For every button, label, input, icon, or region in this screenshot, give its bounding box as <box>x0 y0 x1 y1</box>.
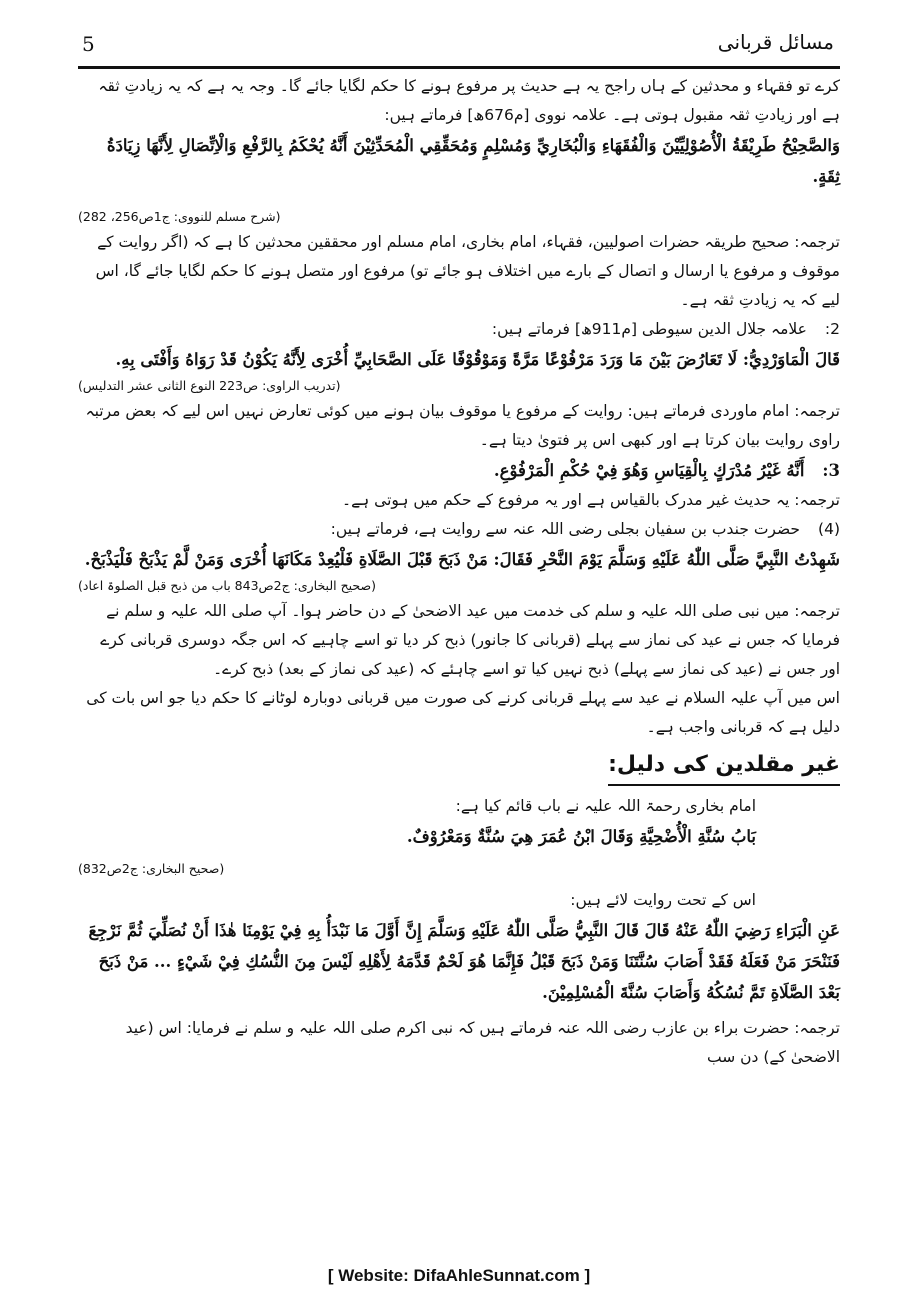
translation: ترجمہ: میں نبی صلی اللہ علیہ و سلم کی خدمت میں عید الاضحیٰ کے دن حاضر ہوا۔ آپ صلی اللہ علیہ و سلم نے فرمایا کہ جس نے عید کی نماز سے پہلے (قربانی کا جانور) ذبح کر دیا تو اسے چاہیے کہ اس جگہ دوسری قربانی کرے اور جس نے (عید کی نماز سے پہلے) ذبح نہیں کیا تو اسے چاہئے کہ (عید کی نماز کے بعد) ذبح کرے۔ <box>100 602 840 678</box>
header-divider <box>78 66 840 69</box>
translation: ترجمہ: حضرت براء بن عازب رضی اللہ عنہ فرماتے ہیں کہ نبی اکرم صلی اللہ علیہ و سلم نے فرمایا: اس (عید الاضحیٰ کے) دن سب <box>125 1019 840 1066</box>
point-number: 2: <box>824 320 840 338</box>
point-2-intro <box>78 315 840 344</box>
point-3 <box>78 455 840 486</box>
paragraph: اس کے تحت روایت لائے ہیں: <box>570 891 756 909</box>
translation: ترجمہ: صحیح طریقہ حضرات اصولیین، فقہاء، امام بخاری، امام مسلم اور محققین محدثین کا ہے کہ (اگر روایت کے موقوف و مرفوع یا ارسال و اتصال کے بارے میں اختلاف ہو جائے تو) مرفوع اور متصل ہونے کا حکم لگایا جائے گا، اس لیے کہ یہ زیادتِ ثقہ ہے۔ <box>95 233 840 309</box>
arabic-quote: عَنِ الْبَرَاءِ رَضِيَ اللّٰهُ عَنْهُ قَالَ قَالَ النَّبِيُّ صَلَّى اللّٰهُ عَلَيْهِ وَسَلَّمَ إِنَّ أَوَّلَ مَا نَبْدَأُ بِهِ فِيْ يَوْمِنَا هٰذَا أَنْ نُصَلِّيَ ثُمَّ نَرْجِعَ فَنَنْحَرَ مَنْ فَعَلَهُ فَقَدْ أَصَابَ سُنَّتَنَا وَمَنْ ذَبَحَ قَبْلُ فَإِنَّمَا هُوَ لَحْمٌ قَدَّمَهُ لِأَهْلِهِ لَيْسَ مِنَ النُّسُكِ فِيْ شَيْءٍ ... مَنْ ذَبَحَ بَعْدَ الصَّلَاةِ تَمَّ نُسُكُهُ وَأَصَابَ سُنَّةَ الْمُسْلِمِيْنَ. <box>88 921 840 1002</box>
reference: (صحیح البخاری: ج2ص832) <box>78 861 225 876</box>
arabic-quote: بَابُ سُنَّةِ الْأُضْحِيَّةِ وَقَالَ ابْنُ عُمَرَ هِيَ سُنَّةٌ وَمَعْرُوْفٌ. <box>406 827 756 846</box>
section-heading: غیر مقلدین کی دلیل: <box>608 748 840 786</box>
point-number: (4) <box>818 520 840 538</box>
arabic-quote: شَهِدْتُ النَّبِيَّ صَلَّى اللّٰهُ عَلَيْهِ وَسَلَّمَ يَوْمَ النَّحْرِ فَقَالَ: مَنْ ذَبَحَ قَبْلَ الصَّلَاةِ فَلْيُعِدْ مَكَانَهَا أُخْرَى وَمَنْ لَّمْ يَذْبَحْ فَلْيَذْبَحْ. <box>84 550 840 569</box>
page-body <box>78 72 840 1072</box>
point-number: 3: <box>822 461 840 480</box>
point-intro-text: حضرت جندب بن سفیان بجلی رضی اللہ عنہ سے روایت ہے، فرماتے ہیں: <box>330 520 800 538</box>
paragraph: امام بخاری رحمۃ اللہ علیہ نے باب قائم کیا ہے: <box>455 797 756 815</box>
arabic-quote: وَالصَّحِيْحُ طَرِيْقَةُ الْأُصُوْلِيِّيْنَ وَالْفُقَهَاءِ وَالْبُخَارِيِّ وَمُسْلِمٍ وَمُحَقِّقِي الْمُحَدِّثِيْنَ أَنَّهُ يُحْكَمُ بِالرَّفْعِ وَالْاِتِّصَالِ لِأَنَّهَا زِيَادَةُ ثِقَةٍ. <box>106 136 840 186</box>
page-header <box>78 24 838 68</box>
arabic-quote: قَالَ الْمَاوَرْدِيُّ: لَا تَعَارُضَ بَيْنَ مَا وَرَدَ مَرْفُوْعًا مَرَّةً وَمَوْقُوْفًا عَلَى الصَّحَابِيِّ أُخْرَى لِأَنَّهُ يَكُوْنُ قَدْ رَوَاهُ وَأَفْتَى بِهِ. <box>115 350 840 369</box>
arabic-quote: أَنَّهُ غَيْرُ مُدْرَكٍ بِالْقِيَاسِ وَهُوَ فِيْ حُكْمِ الْمَرْفُوْعِ. <box>493 461 805 480</box>
page-number: 5 <box>82 32 95 56</box>
paragraph: کرے تو فقہاء و محدثین کے ہاں راجح یہ ہے حدیث پر مرفوع ہونے کا حکم لگایا جائے گا۔ وجہ یہ ہے کہ یہ زیادتِ ثقہ ہے اور زیادتِ ثقہ مقبول ہوتی ہے۔ علامہ نووی [م676ھ] فرماتے ہیں: <box>98 77 840 124</box>
reference: (شرح مسلم للنووی: ج1ص256، 282) <box>78 209 281 224</box>
reference: (صحیح البخاری: ج2ص843 باب من ذبح قبل الصلوۃ اعاد) <box>78 578 376 593</box>
point-intro-text: علامہ جلال الدین سیوطی [م911ھ] فرماتے ہیں: <box>491 320 807 338</box>
translation: ترجمہ: امام ماوردی فرماتے ہیں: روایت کے مرفوع یا موقوف بیان ہونے میں کوئی تعارض نہیں اس لیے کہ بعض مرتبہ راوی روایت بیان کرتا ہے اور کبھی اس پر فتویٰ دیتا ہے۔ <box>85 402 840 449</box>
reference: (تدریب الراوی: ص223 النوع الثانی عشر التدلیس) <box>78 378 341 393</box>
translation: ترجمہ: یہ حدیث غیر مدرک بالقیاس ہے اور یہ مرفوع کے حکم میں ہوتی ہے۔ <box>341 491 840 509</box>
paragraph: اس میں آپ علیہ السلام نے عید سے پہلے قربانی کرنے کی صورت میں قربانی دوبارہ لوٹانے کا حکم دیا جو اس بات کی دلیل ہے کہ قربانی واجب ہے۔ <box>86 689 840 736</box>
book-title: مسائل قربانی <box>717 30 834 54</box>
footer-website: [ Website: DifaAhleSunnat.com ] <box>327 1266 591 1285</box>
bukhari-chapter <box>78 792 840 852</box>
point-4-intro <box>78 515 840 544</box>
